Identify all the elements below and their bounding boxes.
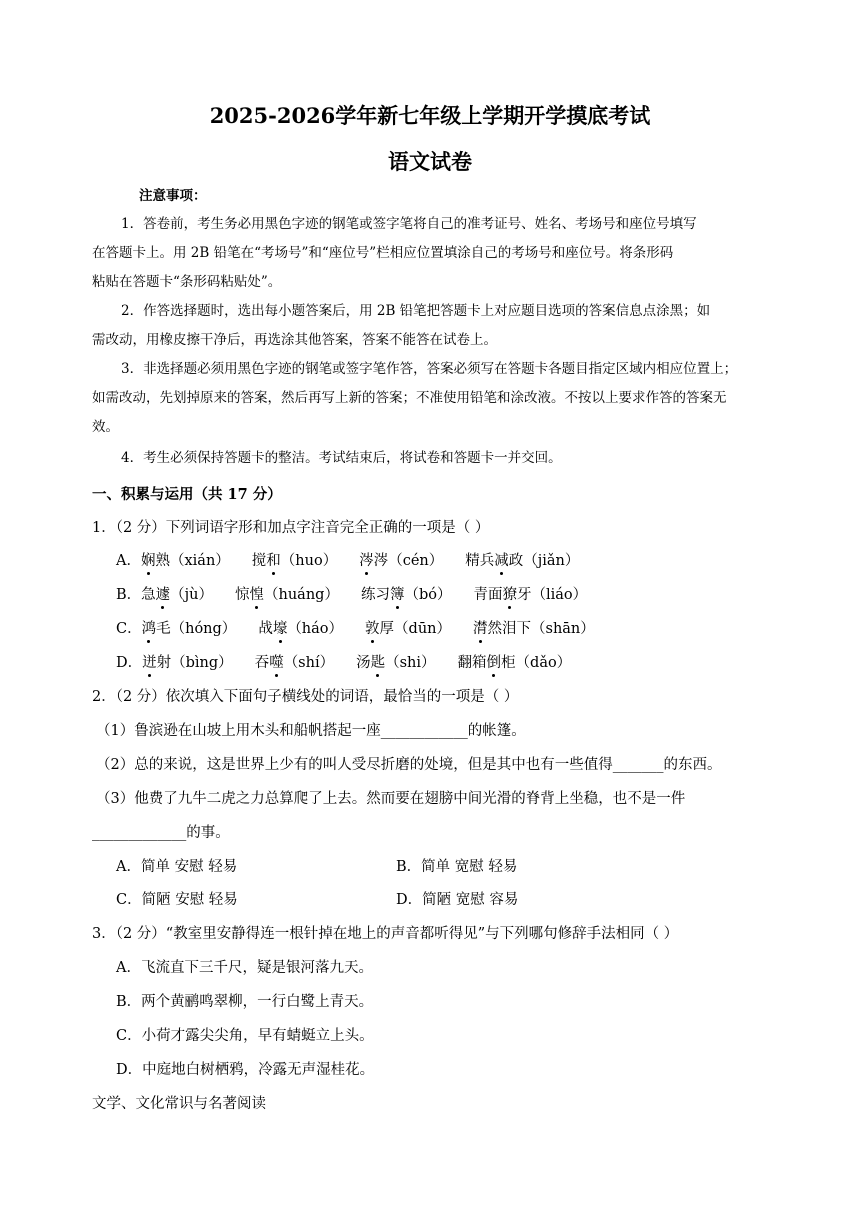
q1-option-a: A．娴熟（xián） 搅和（huo） 涔涔（cén） 精兵减政（jiǎn） xyxy=(116,553,580,569)
q2-sentence: （1）鲁滨逊在山坡上用木头和船帆搭起一座____________的帐篷。 xyxy=(96,723,526,739)
dotted-char: 减 xyxy=(494,553,509,569)
q2-option-b: B．简单 宽慰 轻易 xyxy=(396,859,518,875)
dotted-char: 涔 xyxy=(359,553,374,569)
notice-line: 效。 xyxy=(92,419,119,435)
notice-line: 1．答卷前，考生务必用黑色字迹的钢笔或签字笔将自己的准考证号、姓名、考场号和座位号填写 xyxy=(121,216,697,232)
dotted-char: 惶 xyxy=(249,587,264,603)
q2-option-a: A．简单 安慰 轻易 xyxy=(116,859,238,875)
q1-option-c: C．鸿毛（hóng） 战壕（háo） 敦厚（dūn） 潸然泪下（shān） xyxy=(116,621,595,637)
dotted-char: 壕 xyxy=(272,621,288,637)
notice-line: 2．作答选择题时，选出每小题答案后，用 2B 铅笔把答题卡上对应题目选项的答案信息点涂黑；如 xyxy=(121,303,711,319)
q3-option-b: B．两个黄鹂鸣翠柳，一行白鹭上青天。 xyxy=(116,994,374,1010)
q2-sentence-continued: _____________的事。 xyxy=(92,825,230,841)
dotted-char: 倒 xyxy=(486,655,502,671)
q3-option-a: A．飞流直下三千尺，疑是银河落九天。 xyxy=(116,960,373,976)
q1-option-b: B．急遽（jù） 惊惶（huáng） 练习簿（bó） 青面獠牙（liáo） xyxy=(116,587,588,603)
question-3-stem: 3．（2 分）“教室里安静得连一根针掉在地上的声音都听得见”与下列哪句修辞手法相同（ ） xyxy=(92,926,679,942)
dotted-char: 鸿 xyxy=(141,621,157,637)
q3-option-d: D．中庭地白树栖鸦，冷露无声湿桂花。 xyxy=(116,1062,375,1078)
section-heading: 一、积累与运用（共 17 分） xyxy=(92,486,282,503)
notice-line: 如需改动，先划掉原来的答案，然后再写上新的答案；不准使用铅笔和涂改液。不按以上要求作答的答案无 xyxy=(92,390,727,406)
section-heading: 文学、文化常识与名著阅读 xyxy=(92,1096,266,1112)
notice-line: 需改动，用橡皮擦干净后，再选涂其他答案，答案不能答在试卷上。 xyxy=(92,332,497,348)
exam-subject: 语文试卷 xyxy=(388,149,472,174)
q3-option-c: C．小荷才露尖尖角，早有蜻蜓立上头。 xyxy=(116,1028,374,1044)
notice-line: 3．非选择题必须用黑色字迹的钢笔或签字笔作答，答案必须写在答题卡各题目指定区域内相应位置上； xyxy=(121,361,738,377)
dotted-char: 敦 xyxy=(365,621,380,637)
dotted-char: 獠 xyxy=(502,587,517,603)
q2-sentence: （2）总的来说，这是世界上少有的叫人受尽折磨的处境，但是其中也有一些值得_______的东西。 xyxy=(96,757,722,773)
q2-option-c: C．简陋 安慰 轻易 xyxy=(116,892,238,908)
q2-option-d: D．简陋 宽慰 容易 xyxy=(396,892,519,908)
dotted-char: 和 xyxy=(266,553,281,569)
question-2-stem: 2．（2 分）依次填入下面句子横线处的词语，最恰当的一项是（ ） xyxy=(92,689,519,705)
dotted-char: 娴 xyxy=(140,553,156,569)
dotted-char: 噬 xyxy=(269,655,284,671)
question-1-stem: 1．（2 分）下列词语字形和加点字注音完全正确的一项是（ ） xyxy=(92,520,490,536)
option-label: C． xyxy=(116,621,142,637)
notice-line: 在答题卡上。用 2B 铅笔在“考场号”和“座位号”栏相应位置填涂自己的考场号和座位号。将条形码 xyxy=(92,245,674,261)
exam-title: 2025-2026学年新七年级上学期开学摸底考试 xyxy=(209,103,651,128)
option-label: A． xyxy=(116,553,141,569)
notice-line: 4．考生必须保持答题卡的整洁。考试结束后，将试卷和答题卡一并交回。 xyxy=(121,450,562,466)
dotted-char: 潸 xyxy=(473,621,488,637)
dotted-char: 遽 xyxy=(155,587,171,603)
dotted-char: 迸 xyxy=(142,655,157,671)
dotted-char: 簿 xyxy=(389,587,405,603)
notice-heading: 注意事项： xyxy=(139,188,207,204)
option-label: D． xyxy=(116,655,143,671)
q2-sentence: （3）他费了九牛二虎之力总算爬了上去。然而要在翅膀中间光滑的脊背上坐稳，也不是一件 xyxy=(96,791,686,807)
q1-option-d: D．迸射（bìng） 吞噬（shí） 汤匙（shi） 翻箱倒柜（dǎo） xyxy=(116,655,572,671)
notice-line: 粘贴在答题卡“条形码粘贴处”。 xyxy=(92,274,282,290)
option-label: B． xyxy=(116,587,142,603)
dotted-char: 匙 xyxy=(370,655,386,671)
